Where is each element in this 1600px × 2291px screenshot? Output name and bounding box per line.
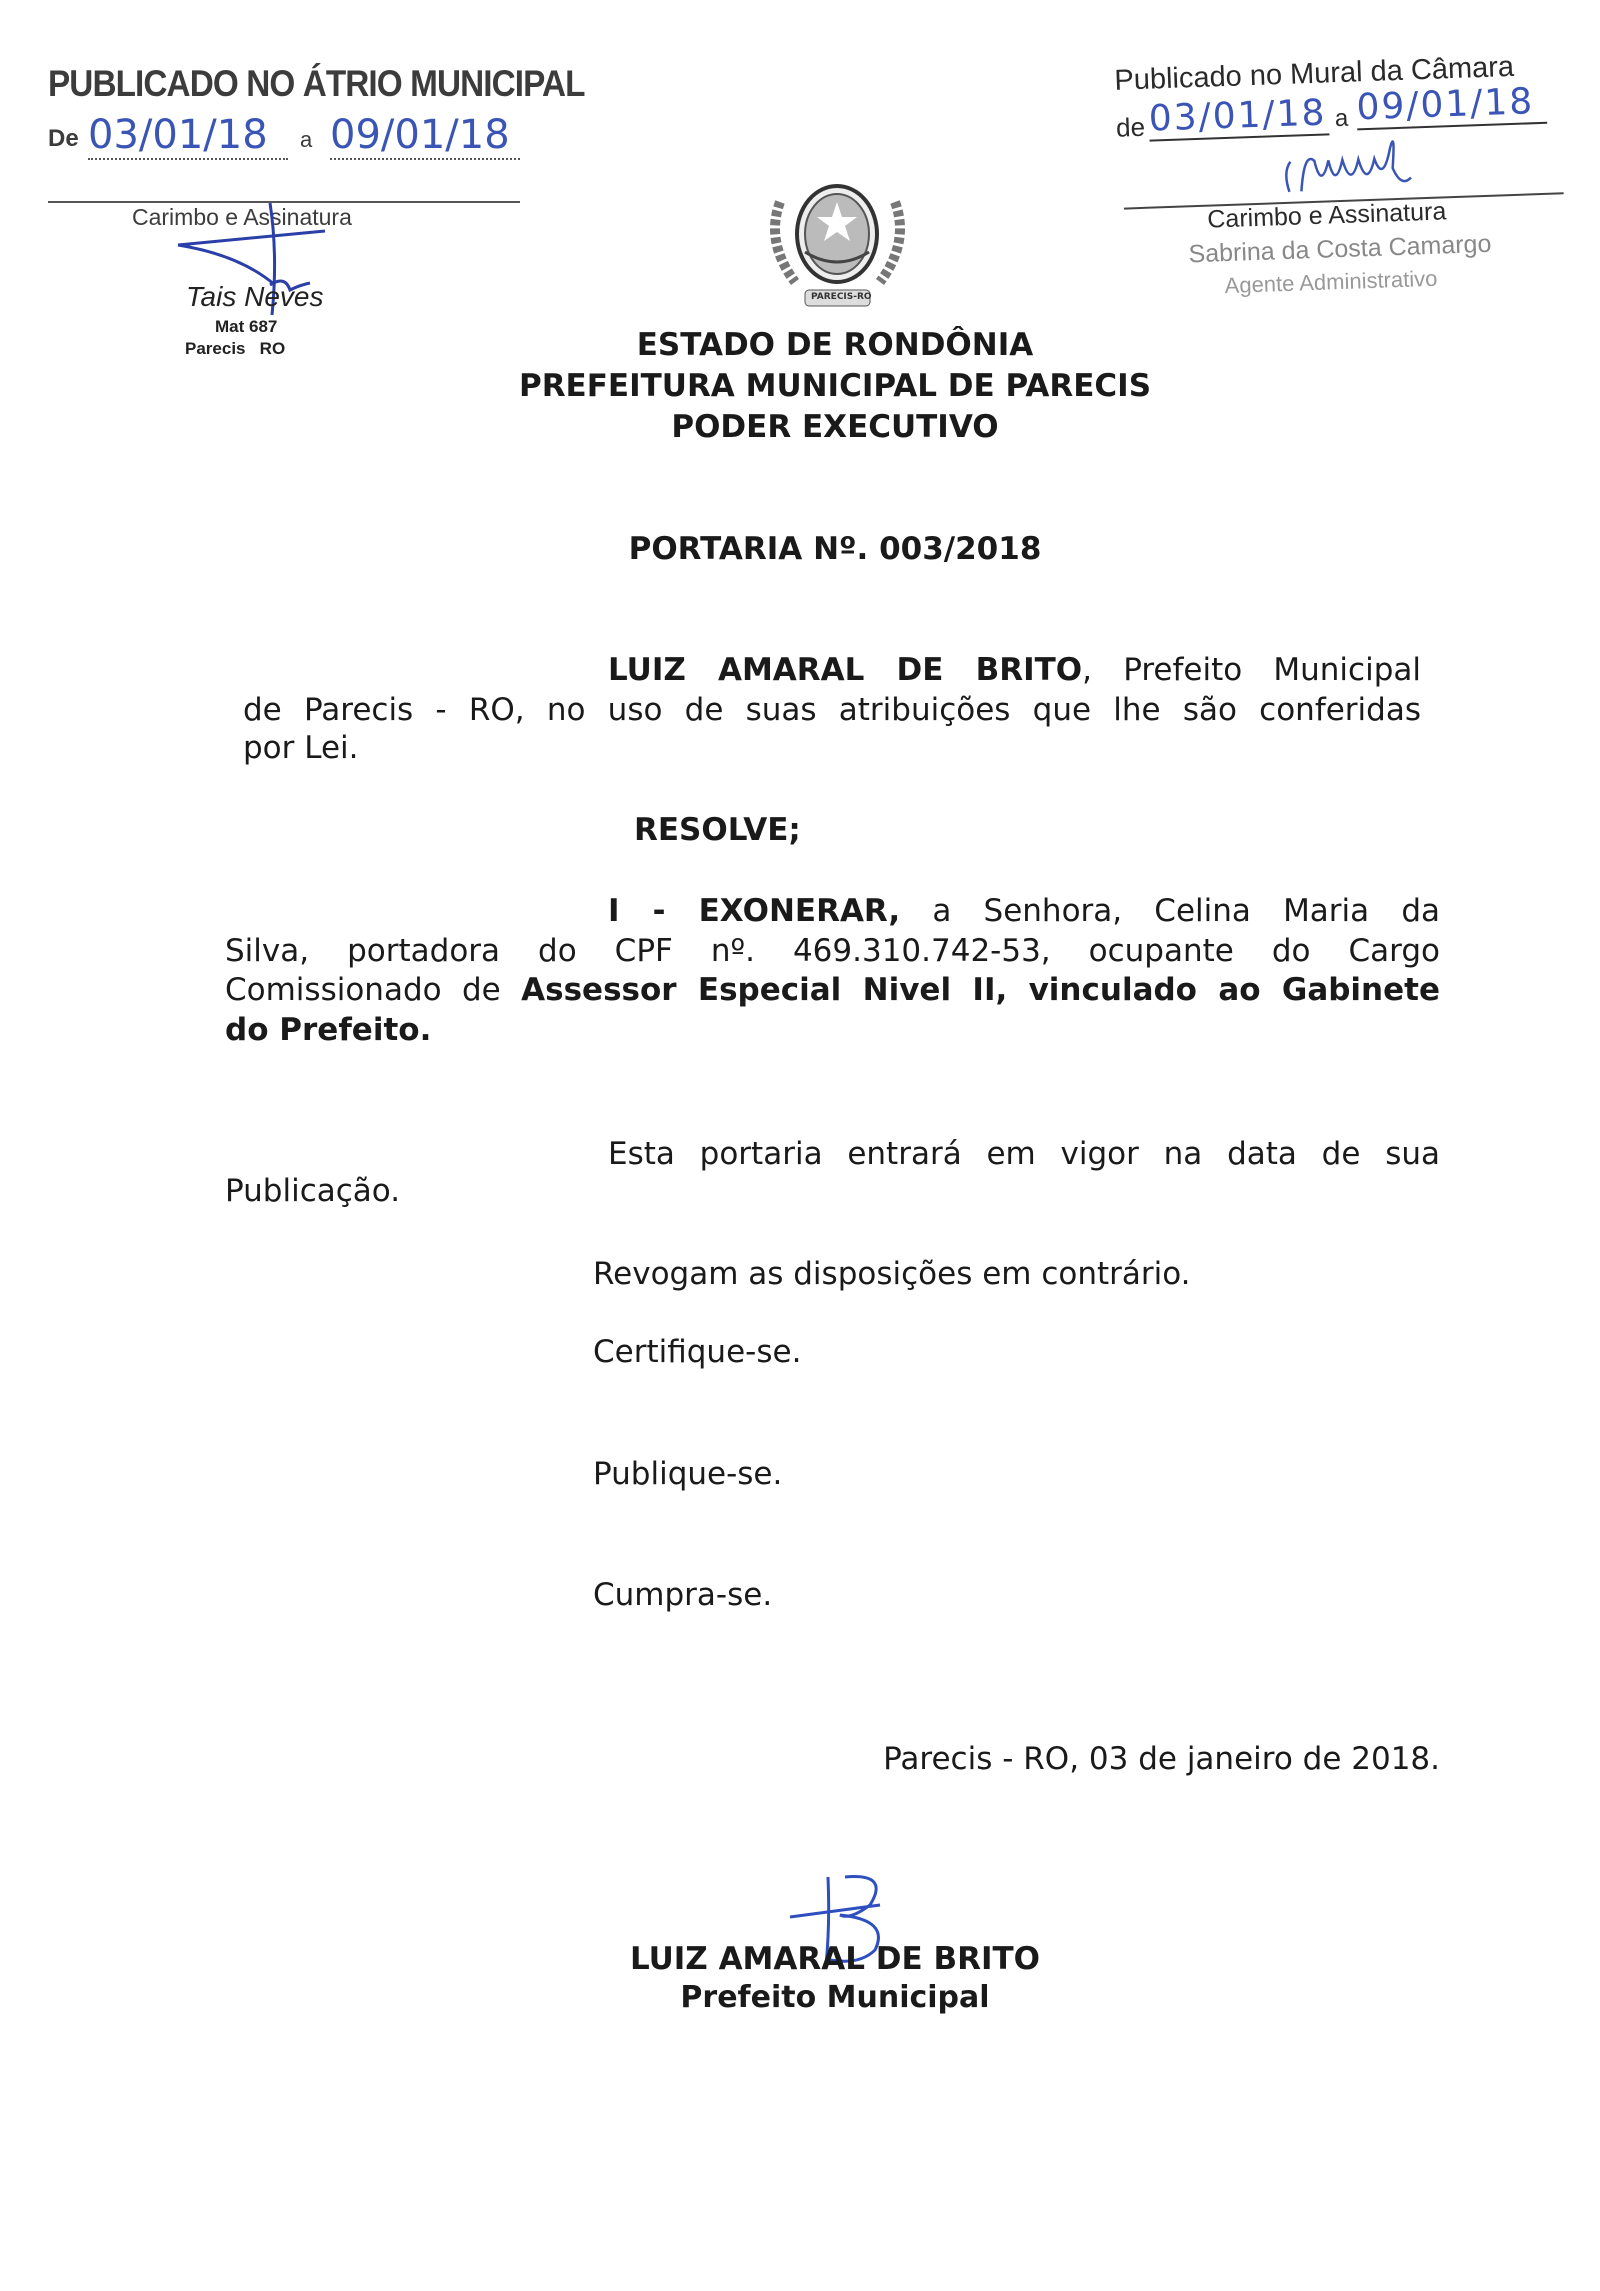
revogam-text: Revogam as disposições em contrário.	[593, 1256, 1191, 1292]
stamp-left-mat: Mat 687	[215, 317, 278, 336]
document-title: PORTARIA Nº. 003/2018	[628, 531, 1042, 567]
header-poder: PODER EXECUTIVO	[671, 409, 999, 445]
stamp-right-to-label: a	[1334, 104, 1349, 133]
stamp-left-from-date: 03/01/18	[88, 112, 288, 160]
certifique-text: Certifique-se.	[593, 1334, 802, 1370]
article-line-4: do Prefeito.	[225, 1012, 432, 1048]
article-lead: I - EXONERAR,	[608, 893, 901, 929]
stamp-left-title: PUBLICADO NO ÁTRIO MUNICIPAL	[48, 63, 585, 104]
intro-line-3: por Lei.	[243, 730, 359, 766]
stamp-left-to-date: 09/01/18	[330, 112, 520, 160]
stamp-left-caption: Carimbo e Assinatura	[132, 204, 352, 230]
stamp-right-title: Publicado no Mural da Câmara	[1113, 50, 1515, 97]
stamp-right-to-date: 09/01/18	[1356, 81, 1547, 131]
mayor-name: LUIZ AMARAL DE BRITO	[608, 652, 1083, 688]
article-line-2: Silva, portadora do CPF nº. 469.310.742-53, ocupante do Cargo	[225, 933, 1440, 969]
stamp-left-to-label: a	[300, 127, 313, 152]
vigor-line-1: Esta portaria entrará em vigor na data de sua	[608, 1136, 1440, 1172]
intro-line-2: de Parecis - RO, no uso de suas atribuições que lhe são conferidas	[243, 692, 1421, 728]
signature-name: LUIZ AMARAL DE BRITO	[629, 1941, 1041, 1977]
vigor-line-2: Publicação.	[225, 1173, 401, 1209]
header-state: ESTADO DE RONDÔNIA	[636, 327, 1034, 363]
publique-text: Publique-se.	[593, 1456, 783, 1492]
stamp-right-name: Sabrina da Costa Camargo	[1188, 229, 1492, 269]
article-line-3-bold: Assessor Especial Nivel II, vinculado ao Gabinete	[521, 972, 1440, 1008]
stamp-left-place: Parecis RO	[185, 339, 286, 358]
stamp-right-from-label: de	[1115, 111, 1146, 143]
municipal-crest	[755, 172, 920, 317]
article-line-1	[608, 893, 1440, 929]
cumpra-text: Cumpra-se.	[593, 1577, 773, 1613]
stamp-left-from-label: De	[48, 125, 79, 152]
stamp-right-role: Agente Administrativo	[1224, 265, 1438, 299]
stamp-right-caption: Carimbo e Assinatura	[1206, 197, 1447, 234]
article-line-3-plain: Comissionado de	[225, 972, 522, 1008]
article-line-3	[225, 972, 1440, 1008]
intro-line-1-rest: , Prefeito Municipal	[1082, 652, 1421, 688]
stamp-left-name: Tais Neves	[186, 281, 324, 312]
crest-label: PARECIS-RO	[811, 292, 872, 302]
intro-line-1	[608, 652, 1421, 688]
header-prefeitura: PREFEITURA MUNICIPAL DE PARECIS	[518, 368, 1152, 404]
signature-role: Prefeito Municipal	[680, 1980, 990, 2015]
resolve-heading: RESOLVE;	[634, 812, 801, 848]
date-place: Parecis - RO, 03 de janeiro de 2018.	[883, 1741, 1440, 1777]
article-line-1-rest: a Senhora, Celina Maria da	[900, 893, 1441, 929]
stamp-right-from-date: 03/01/18	[1148, 92, 1329, 141]
